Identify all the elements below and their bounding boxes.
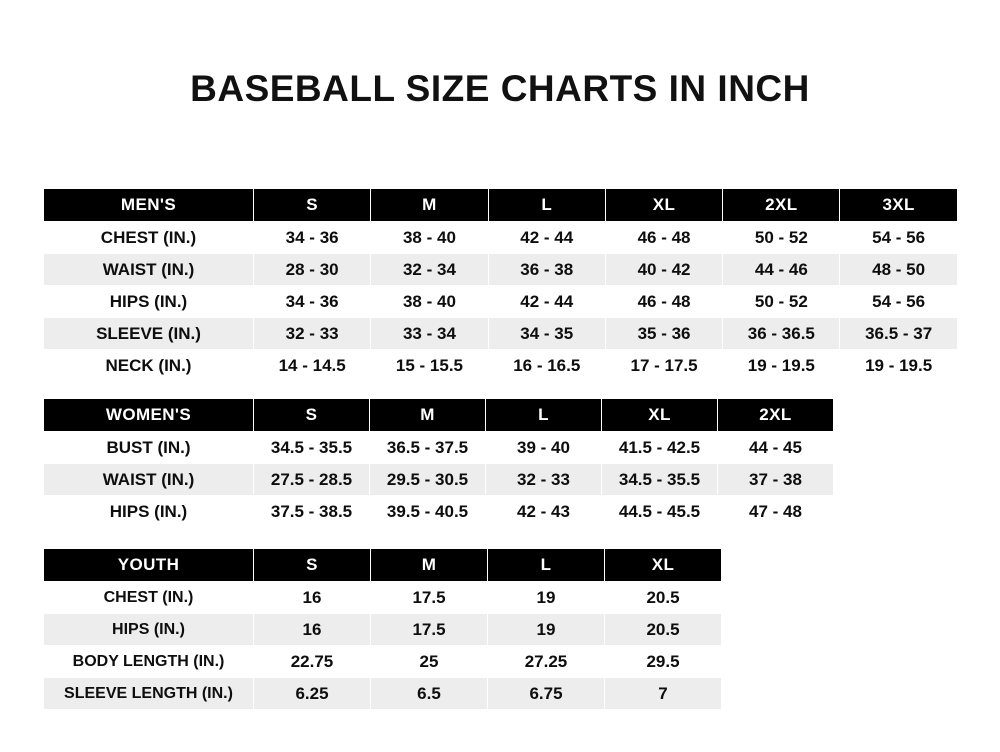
womens-hips-l: 42 - 43 — [486, 496, 602, 528]
mens-neck-xl: 17 - 17.5 — [605, 350, 722, 382]
youth-hips-s: 16 — [254, 614, 371, 646]
womens-hips-m: 39.5 - 40.5 — [370, 496, 486, 528]
mens-neck-2xl: 19 - 19.5 — [723, 350, 840, 382]
mens-table-body — [44, 222, 958, 382]
mens-neck-s: 14 - 14.5 — [254, 350, 371, 382]
womens-bust-2xl: 44 - 45 — [718, 432, 834, 464]
table-row — [44, 614, 722, 646]
mens-row-label-waist: WAIST (IN.) — [44, 254, 254, 286]
mens-hips-2xl: 50 - 52 — [723, 286, 840, 318]
table-row — [44, 678, 722, 710]
table-row — [44, 222, 958, 254]
mens-hips-m: 38 - 40 — [371, 286, 488, 318]
mens-hips-xl: 46 - 48 — [605, 286, 722, 318]
table-row — [44, 496, 834, 528]
mens-hips-l: 42 - 44 — [488, 286, 605, 318]
table-row — [44, 254, 958, 286]
womens-hips-xl: 44.5 - 45.5 — [602, 496, 718, 528]
page-title: BASEBALL SIZE CHARTS IN INCH — [190, 68, 810, 109]
mens-header-xl: XL — [605, 189, 722, 222]
youth-body-length-s: 22.75 — [254, 646, 371, 678]
youth-hips-m: 17.5 — [371, 614, 488, 646]
womens-header-s: S — [254, 399, 370, 432]
youth-body-length-xl: 29.5 — [605, 646, 722, 678]
mens-chest-xl: 46 - 48 — [605, 222, 722, 254]
table-row — [44, 350, 958, 382]
table-header-row — [44, 189, 958, 222]
mens-hips-s: 34 - 36 — [254, 286, 371, 318]
youth-body-length-m: 25 — [371, 646, 488, 678]
womens-header-xl: XL — [602, 399, 718, 432]
mens-waist-s: 28 - 30 — [254, 254, 371, 286]
mens-row-label-sleeve: SLEEVE (IN.) — [44, 318, 254, 350]
youth-header-s: S — [254, 549, 371, 582]
womens-bust-m: 36.5 - 37.5 — [370, 432, 486, 464]
youth-chest-l: 19 — [488, 582, 605, 614]
youth-row-label-sleeve-length: SLEEVE LENGTH (IN.) — [44, 678, 254, 710]
mens-chest-l: 42 - 44 — [488, 222, 605, 254]
womens-row-label-hips: HIPS (IN.) — [44, 496, 254, 528]
mens-waist-m: 32 - 34 — [371, 254, 488, 286]
mens-waist-l: 36 - 38 — [488, 254, 605, 286]
youth-row-label-hips: HIPS (IN.) — [44, 614, 254, 646]
youth-body-length-l: 27.25 — [488, 646, 605, 678]
mens-row-label-hips: HIPS (IN.) — [44, 286, 254, 318]
youth-header-xl: XL — [605, 549, 722, 582]
youth-sleeve-length-s: 6.25 — [254, 678, 371, 710]
youth-header-category: YOUTH — [44, 549, 254, 582]
youth-sleeve-length-l: 6.75 — [488, 678, 605, 710]
womens-header-2xl: 2XL — [718, 399, 834, 432]
womens-bust-xl: 41.5 - 42.5 — [602, 432, 718, 464]
table-row — [44, 318, 958, 350]
mens-sleeve-s: 32 - 33 — [254, 318, 371, 350]
mens-header-s: S — [254, 189, 371, 222]
youth-hips-l: 19 — [488, 614, 605, 646]
youth-sleeve-length-m: 6.5 — [371, 678, 488, 710]
mens-neck-l: 16 - 16.5 — [488, 350, 605, 382]
womens-bust-l: 39 - 40 — [486, 432, 602, 464]
mens-sleeve-m: 33 - 34 — [371, 318, 488, 350]
womens-hips-2xl: 47 - 48 — [718, 496, 834, 528]
mens-chest-3xl: 54 - 56 — [840, 222, 957, 254]
womens-waist-2xl: 37 - 38 — [718, 464, 834, 496]
youth-hips-xl: 20.5 — [605, 614, 722, 646]
mens-row-label-neck: NECK (IN.) — [44, 350, 254, 382]
table-row — [44, 646, 722, 678]
youth-header-m: M — [371, 549, 488, 582]
womens-waist-xl: 34.5 - 35.5 — [602, 464, 718, 496]
mens-header-l: L — [488, 189, 605, 222]
mens-neck-m: 15 - 15.5 — [371, 350, 488, 382]
womens-header-l: L — [486, 399, 602, 432]
youth-size-table — [43, 548, 722, 710]
womens-table-header — [44, 399, 834, 432]
womens-row-label-waist: WAIST (IN.) — [44, 464, 254, 496]
mens-header-m: M — [371, 189, 488, 222]
womens-waist-m: 29.5 - 30.5 — [370, 464, 486, 496]
table-row — [44, 582, 722, 614]
mens-header-3xl: 3XL — [840, 189, 957, 222]
youth-header-l: L — [488, 549, 605, 582]
mens-sleeve-xl: 35 - 36 — [605, 318, 722, 350]
youth-chest-m: 17.5 — [371, 582, 488, 614]
mens-waist-2xl: 44 - 46 — [723, 254, 840, 286]
youth-row-label-body-length: BODY LENGTH (IN.) — [44, 646, 254, 678]
mens-header-2xl: 2XL — [723, 189, 840, 222]
mens-header-category: MEN'S — [44, 189, 254, 222]
table-row — [44, 464, 834, 496]
mens-sleeve-2xl: 36 - 36.5 — [723, 318, 840, 350]
mens-sleeve-l: 34 - 35 — [488, 318, 605, 350]
womens-row-label-bust: BUST (IN.) — [44, 432, 254, 464]
youth-sleeve-length-xl: 7 — [605, 678, 722, 710]
mens-chest-m: 38 - 40 — [371, 222, 488, 254]
mens-chest-2xl: 50 - 52 — [723, 222, 840, 254]
womens-bust-s: 34.5 - 35.5 — [254, 432, 370, 464]
mens-waist-3xl: 48 - 50 — [840, 254, 957, 286]
womens-hips-s: 37.5 - 38.5 — [254, 496, 370, 528]
youth-chest-s: 16 — [254, 582, 371, 614]
table-header-row — [44, 399, 834, 432]
mens-size-table — [43, 188, 958, 382]
womens-size-table — [43, 398, 834, 528]
table-row — [44, 286, 958, 318]
womens-table-body — [44, 432, 834, 528]
youth-row-label-chest: CHEST (IN.) — [44, 582, 254, 614]
mens-hips-3xl: 54 - 56 — [840, 286, 957, 318]
mens-table-header — [44, 189, 958, 222]
womens-waist-s: 27.5 - 28.5 — [254, 464, 370, 496]
mens-chest-s: 34 - 36 — [254, 222, 371, 254]
table-row — [44, 432, 834, 464]
mens-neck-3xl: 19 - 19.5 — [840, 350, 957, 382]
youth-table-body — [44, 582, 722, 710]
mens-row-label-chest: CHEST (IN.) — [44, 222, 254, 254]
youth-chest-xl: 20.5 — [605, 582, 722, 614]
mens-sleeve-3xl: 36.5 - 37 — [840, 318, 957, 350]
mens-waist-xl: 40 - 42 — [605, 254, 722, 286]
womens-header-m: M — [370, 399, 486, 432]
youth-table-header — [44, 549, 722, 582]
womens-header-category: WOMEN'S — [44, 399, 254, 432]
womens-waist-l: 32 - 33 — [486, 464, 602, 496]
table-header-row — [44, 549, 722, 582]
